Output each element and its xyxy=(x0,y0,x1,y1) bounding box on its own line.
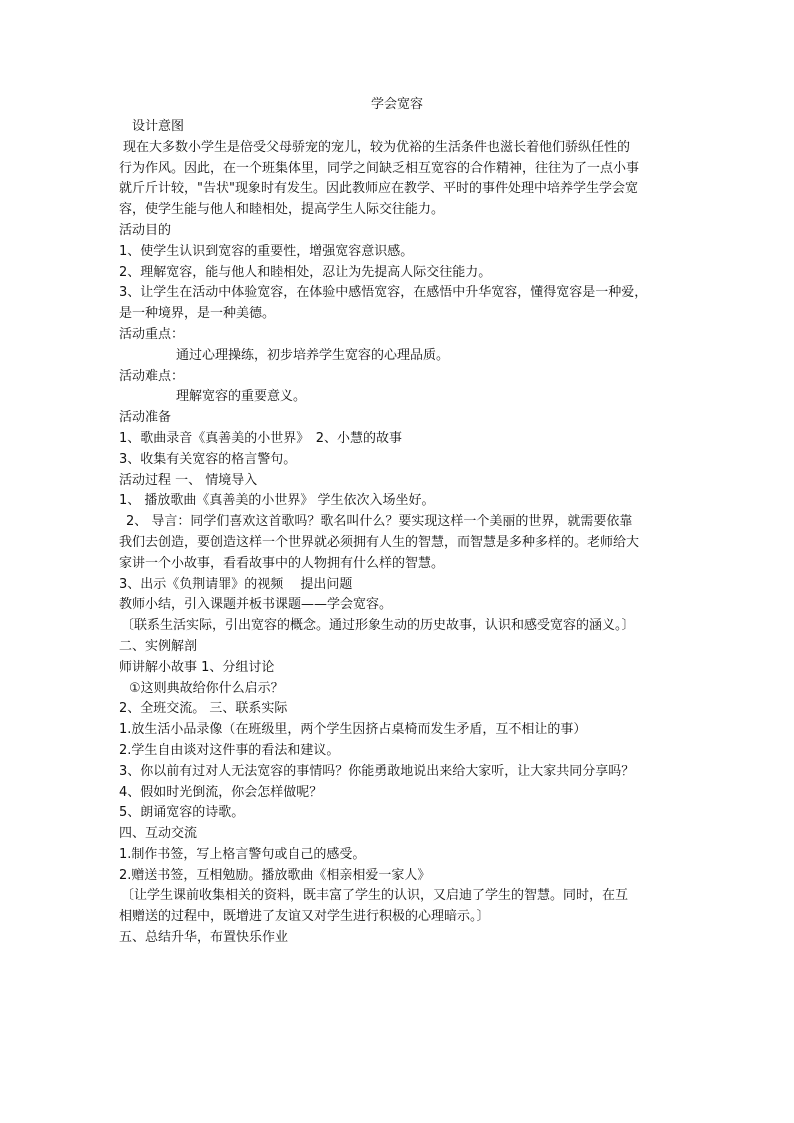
list-item-continuation: 是一种境界，是一种美德。 xyxy=(119,306,276,322)
paragraph-line: 我们去创造，要创造这样一个世界就必须拥有人生的智慧，而智慧是多种多样的。老师给大 xyxy=(119,534,640,550)
heading-section-four: 四、互动交流 xyxy=(119,826,198,842)
list-item: 1、使学生认识到宽容的重要性，增强宽容意识感。 xyxy=(119,243,414,259)
list-item: 4、假如时光倒流，你会怎样做呢？ xyxy=(119,784,323,800)
heading-activity-focus: 活动重点： xyxy=(119,326,185,342)
list-item: 1、 播放歌曲《真善美的小世界》 学生依次入场坐好。 xyxy=(119,493,435,509)
heading-activity-difficulty: 活动难点： xyxy=(119,368,185,384)
list-item: 3、收集有关宽容的格言警句。 xyxy=(119,451,297,467)
list-item: 5、朗诵宽容的诗歌。 xyxy=(119,805,245,821)
list-item: 2.学生自由谈对这件事的看法和建议。 xyxy=(119,742,340,758)
list-item: 1.放生活小品录像（在班级里，两个学生因挤占桌椅而发生矛盾，互不相让的事） xyxy=(119,722,587,738)
paragraph-line: 行为作风。因此，在一个班集体里，同学之间缺乏相互宽容的合作精神，往往为了一点小事 xyxy=(119,160,640,176)
heading-section-two: 二、实例解剖 xyxy=(119,638,198,654)
paragraph-line: 家讲一个小故事，看看故事中的人物拥有什么样的智慧。 xyxy=(119,555,445,571)
list-item: 2、全班交流。 三、联系实际 xyxy=(119,701,288,717)
list-item: 1、歌曲录音《真善美的小世界》 2、小慧的故事 xyxy=(119,430,403,446)
note-line: 〔联系生活实际，引出宽容的概念。通过形象生动的历史故事，认识和感受宽容的涵义。〕 xyxy=(121,618,635,634)
list-item: ①这则典故给你什么启示？ xyxy=(129,680,284,696)
paragraph-line: 现在大多数小学生是倍受父母骄宠的宠儿，较为优裕的生活条件也滋长着他们骄纵任性的 xyxy=(123,139,631,155)
list-item: 3、出示《负荆请罪》的视频 提出问题 xyxy=(119,576,353,592)
heading-activity-prep: 活动准备 xyxy=(119,410,172,426)
list-item: 2.赠送书签，互相勉励。播放歌曲《相亲相爱一家人》 xyxy=(119,867,431,883)
list-item: 3、你以前有过对人无法宽容的事情吗？你能勇敢地说出来给大家听，让大家共同分享吗？ xyxy=(119,763,635,779)
paragraph-line: 教师小结，引入课题并板书课题——学会宽容。 xyxy=(119,597,393,613)
document-title: 学会宽容 xyxy=(370,97,423,112)
focus-text: 通过心理操练，初步培养学生宽容的心理品质。 xyxy=(176,347,450,363)
difficulty-text: 理解宽容的重要意义。 xyxy=(176,389,307,405)
heading-section-five: 五、总结升华，布置快乐作业 xyxy=(119,930,289,946)
list-item: 1.制作书签，写上格言警句或自己的感受。 xyxy=(119,846,366,862)
heading-activity-goal: 活动目的 xyxy=(119,222,172,238)
document-body xyxy=(119,117,685,949)
list-item: 2、 导言：同学们喜欢这首歌吗？歌名叫什么？要实现这样一个美丽的世界，就需要依靠 xyxy=(126,514,633,530)
heading-design-intent: 设计意图 xyxy=(132,119,185,134)
heading-activity-process: 活动过程 一、 情境导入 xyxy=(119,472,258,488)
note-line: 〔让学生课前收集相关的资料，既丰富了学生的认识，又启迪了学生的智慧。同时，在互 xyxy=(121,888,629,904)
paragraph-line: 容，使学生能与他人和睦相处，提高学生人际交往能力。 xyxy=(119,202,445,218)
paragraph-line: 就斤斤计较，"告状"现象时有发生。因此教师应在教学、平时的事件处理中培养学生学会宽 xyxy=(119,181,638,197)
note-line: 相赠送的过程中，既增进了友谊又对学生进行积极的心理暗示。〕 xyxy=(119,909,490,925)
paragraph-line: 师讲解小故事 1、分组讨论 xyxy=(119,659,275,675)
list-item: 3、让学生在活动中体验宽容，在体验中感悟宽容，在感悟中升华宽容，懂得宽容是一种爱， xyxy=(119,285,648,301)
list-item: 2、理解宽容，能与他人和睦相处，忍让为先提高人际交往能力。 xyxy=(119,264,492,280)
